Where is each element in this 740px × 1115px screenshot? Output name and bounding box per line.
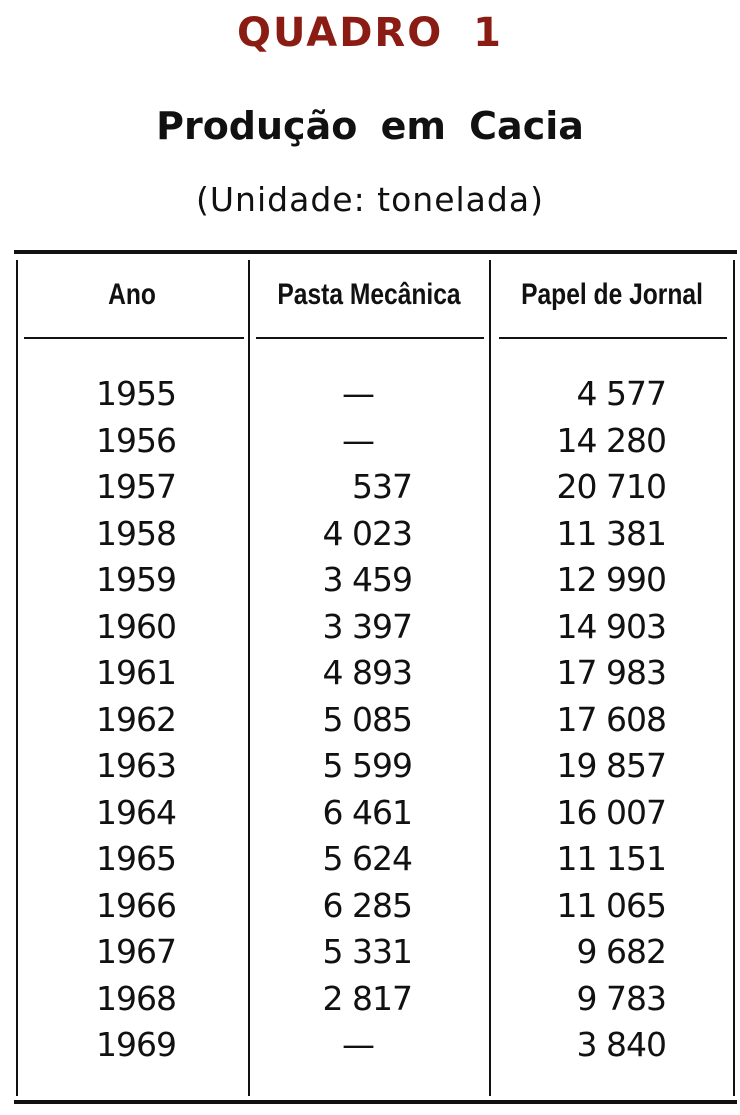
- cell-ano: 1964: [96, 792, 176, 832]
- unit-caption: (Unidade: tonelada): [196, 180, 544, 219]
- cell-ano: 1969: [96, 1025, 176, 1064]
- cell-ano: 1958: [96, 513, 176, 553]
- table-row: [14, 932, 737, 979]
- table-top-rule: [14, 250, 737, 254]
- table-row: [14, 560, 737, 607]
- column-header-papel: Papel de Jornal: [521, 278, 703, 311]
- cell-pasta-mecanica: 3 459: [322, 560, 412, 599]
- cell-pasta-mecanica: 4 893: [322, 653, 412, 692]
- cell-papel-jornal: 9 783: [576, 978, 666, 1018]
- cell-ano: 1955: [96, 374, 176, 413]
- cell-ano: 1962: [96, 699, 176, 739]
- cell-papel-jornal: 20 710: [556, 467, 666, 506]
- table-title: Produção em Cacia: [156, 104, 584, 148]
- table-row: [14, 514, 737, 561]
- header-underline-pasta: [256, 337, 484, 339]
- cell-papel-jornal: 14 280: [556, 420, 666, 460]
- cell-papel-jornal: 17 983: [556, 653, 666, 692]
- cell-papel-jornal: 11 065: [556, 885, 666, 925]
- table-row: [14, 421, 737, 468]
- table-row: [14, 467, 737, 514]
- cell-ano: 1966: [96, 885, 176, 925]
- cell-papel-jornal: 14 903: [556, 606, 666, 646]
- table-row: [14, 979, 737, 1026]
- table-row: [14, 886, 737, 933]
- cell-pasta-mecanica: 6 461: [322, 792, 412, 832]
- column-header-pasta: Pasta Mecânica: [277, 278, 461, 311]
- column-header-ano: Ano: [108, 278, 156, 311]
- cell-ano: 1968: [96, 978, 176, 1018]
- table-row: [14, 653, 737, 700]
- cell-papel-jornal: 3 840: [576, 1025, 666, 1064]
- cell-ano: 1967: [96, 932, 176, 971]
- cell-ano: 1957: [96, 467, 176, 506]
- cell-papel-jornal: 4 577: [576, 374, 666, 413]
- cell-papel-jornal: 17 608: [556, 699, 666, 739]
- table-row: [14, 700, 737, 747]
- cell-papel-jornal: 16 007: [556, 792, 666, 832]
- table-body: [14, 374, 737, 1072]
- quadro-heading: QUADRO 1: [237, 10, 503, 56]
- cell-pasta-mecanica: 5 085: [322, 699, 412, 739]
- cell-ano: 1956: [96, 420, 176, 460]
- cell-ano: 1960: [96, 606, 176, 646]
- cell-pasta-mecanica: 5 599: [322, 746, 412, 785]
- header-underline-ano: [24, 337, 244, 339]
- table-row: [14, 746, 737, 793]
- cell-pasta-mecanica: —: [342, 420, 374, 460]
- table-bottom-rule: [14, 1100, 737, 1104]
- cell-pasta-mecanica: 6 285: [322, 885, 412, 925]
- table-row: [14, 1025, 737, 1072]
- cell-pasta-mecanica: —: [342, 374, 374, 413]
- cell-pasta-mecanica: 2 817: [322, 978, 412, 1018]
- cell-papel-jornal: 12 990: [556, 560, 666, 599]
- cell-pasta-mecanica: 3 397: [322, 606, 412, 646]
- header-underline-papel: [499, 337, 727, 339]
- table-row: [14, 607, 737, 654]
- cell-papel-jornal: 19 857: [556, 746, 666, 785]
- cell-ano: 1961: [96, 653, 176, 692]
- table-row: [14, 793, 737, 840]
- cell-pasta-mecanica: 5 624: [322, 839, 412, 878]
- cell-ano: 1963: [96, 746, 176, 785]
- cell-papel-jornal: 9 682: [576, 932, 666, 971]
- production-table: [14, 250, 737, 1108]
- cell-papel-jornal: 11 151: [556, 839, 666, 878]
- cell-papel-jornal: 11 381: [556, 513, 666, 553]
- cell-ano: 1959: [96, 560, 176, 599]
- cell-ano: 1965: [96, 839, 176, 878]
- cell-pasta-mecanica: 537: [352, 467, 412, 506]
- cell-pasta-mecanica: —: [342, 1025, 374, 1064]
- table-row: [14, 839, 737, 886]
- cell-pasta-mecanica: 5 331: [322, 932, 412, 971]
- table-row: [14, 374, 737, 421]
- cell-pasta-mecanica: 4 023: [322, 513, 412, 553]
